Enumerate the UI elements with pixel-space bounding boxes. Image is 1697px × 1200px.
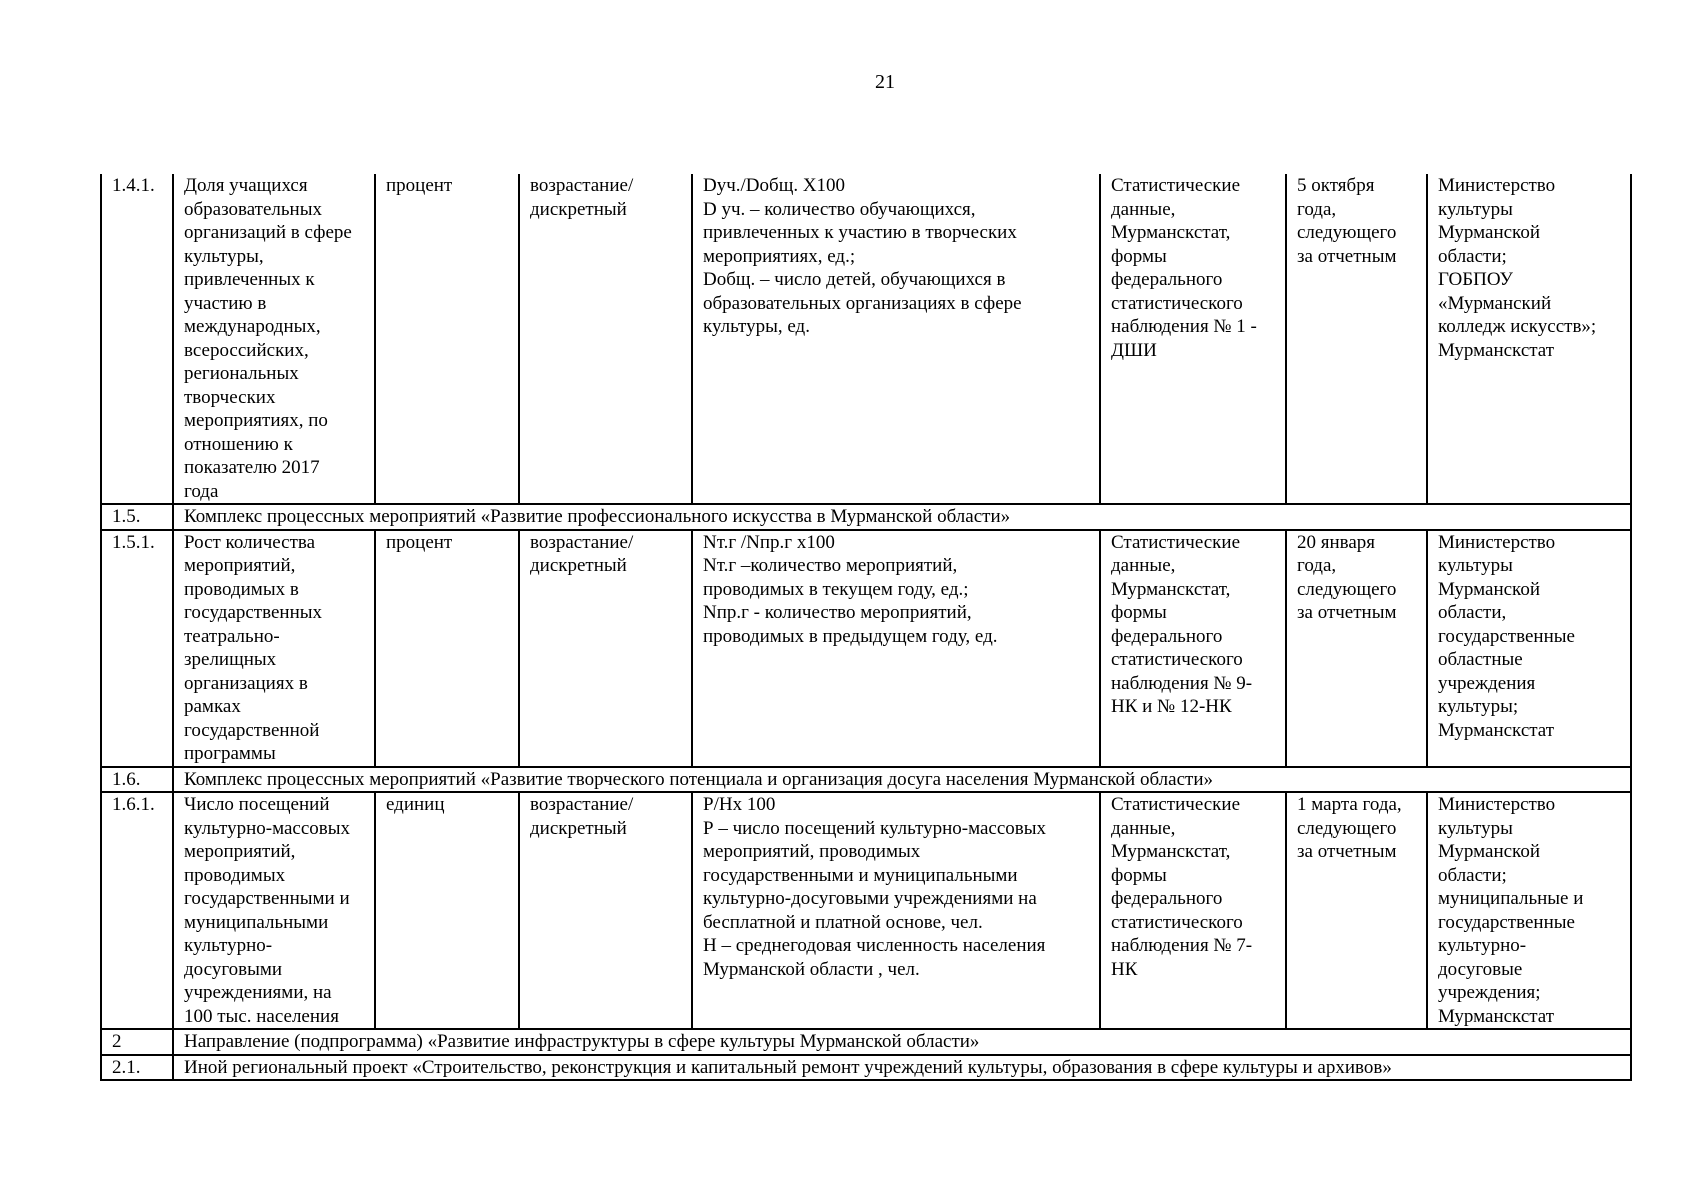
indicator-name: Доля учащихся образовательных организаций в сфере культуры, привлеченных к участию в международных, всероссийских, региональных творческих мероприятиях, по отношению к показателю 2017 года <box>173 174 375 504</box>
data-source: Статистические данные, Мурманскстат, формы федерального статистического наблюдения № 1 - ДШИ <box>1100 174 1286 504</box>
trend-type: возрастание/ дискретный <box>519 530 692 767</box>
calculation-formula: Nт.г /Nпр.г х100 Nт.г –количество мероприятий, проводимых в текущем году, ед.; Nпр.г - количество мероприятий, проводимых в предыдущем году, ед. <box>692 530 1100 767</box>
reporting-deadline: 1 марта года, следующего за отчетным <box>1286 792 1427 1029</box>
unit-of-measure: процент <box>375 530 519 767</box>
section-row-1-6 <box>101 767 1631 793</box>
calculation-formula: Р/Нх 100 Р – число посещений культурно-массовых мероприятий, проводимых государственными и муниципальными культурно-досуговыми учреждениями на бесплатной и платной основе, чел. Н – среднегодовая численность населения Мурманской области , чел. <box>692 792 1100 1029</box>
indicators-table <box>100 174 1632 1081</box>
indicator-name: Число посещений культурно-массовых мероприятий, проводимых государственными и муниципальными культурно- досуговыми учреждениями, на 100 тыс. населения <box>173 792 375 1029</box>
section-title: Комплекс процессных мероприятий «Развитие творческого потенциала и организация досуга населения Мурманской области» <box>173 767 1631 793</box>
row-number: 1.6. <box>101 767 173 793</box>
indicator-name: Рост количества мероприятий, проводимых в государственных театрально- зрелищных организациях в рамках государственной программы <box>173 530 375 767</box>
row-number: 1.4.1. <box>101 174 173 504</box>
section-row-1-5 <box>101 504 1631 530</box>
page-number: 21 <box>875 71 895 93</box>
trend-type: возрастание/ дискретный <box>519 792 692 1029</box>
section-row-2-1 <box>101 1055 1631 1081</box>
responsible-party: Министерство культуры Мурманской области; муниципальные и государственные культурно- досуговые учреждения; Мурманскстат <box>1427 792 1631 1029</box>
data-source: Статистические данные, Мурманскстат, формы федерального статистического наблюдения № 7- НК <box>1100 792 1286 1029</box>
unit-of-measure: процент <box>375 174 519 504</box>
row-number: 1.5. <box>101 504 173 530</box>
row-number: 2 <box>101 1029 173 1055</box>
reporting-deadline: 20 января года, следующего за отчетным <box>1286 530 1427 767</box>
trend-type: возрастание/ дискретный <box>519 174 692 504</box>
section-title: Иной региональный проект «Строительство, реконструкция и капитальный ремонт учреждений культуры, образования в сфере культуры и архивов» <box>173 1055 1631 1081</box>
responsible-party: Министерство культуры Мурманской области; ГОБПОУ «Мурманский колледж искусств»; Мурманскстат <box>1427 174 1631 504</box>
indicator-row-1-5-1 <box>101 530 1631 767</box>
reporting-deadline: 5 октября года, следующего за отчетным <box>1286 174 1427 504</box>
calculation-formula: Dуч./Dобщ. Х100 D уч. – количество обучающихся, привлеченных к участию в творческих мероприятиях, ед.; Dобщ. – число детей, обучающихся в образовательных организациях в сфере культуры, ед. <box>692 174 1100 504</box>
row-number: 1.6.1. <box>101 792 173 1029</box>
indicator-row-1-4-1 <box>101 174 1631 504</box>
section-title: Направление (подпрограмма) «Развитие инфраструктуры в сфере культуры Мурманской области» <box>173 1029 1631 1055</box>
section-title: Комплекс процессных мероприятий «Развитие профессионального искусства в Мурманской области» <box>173 504 1631 530</box>
row-number: 2.1. <box>101 1055 173 1081</box>
indicator-row-1-6-1 <box>101 792 1631 1029</box>
row-number: 1.5.1. <box>101 530 173 767</box>
section-row-2 <box>101 1029 1631 1055</box>
data-source: Статистические данные, Мурманскстат, формы федерального статистического наблюдения № 9- НК и № 12-НК <box>1100 530 1286 767</box>
responsible-party: Министерство культуры Мурманской области, государственные областные учреждения культуры; Мурманскстат <box>1427 530 1631 767</box>
unit-of-measure: единиц <box>375 792 519 1029</box>
